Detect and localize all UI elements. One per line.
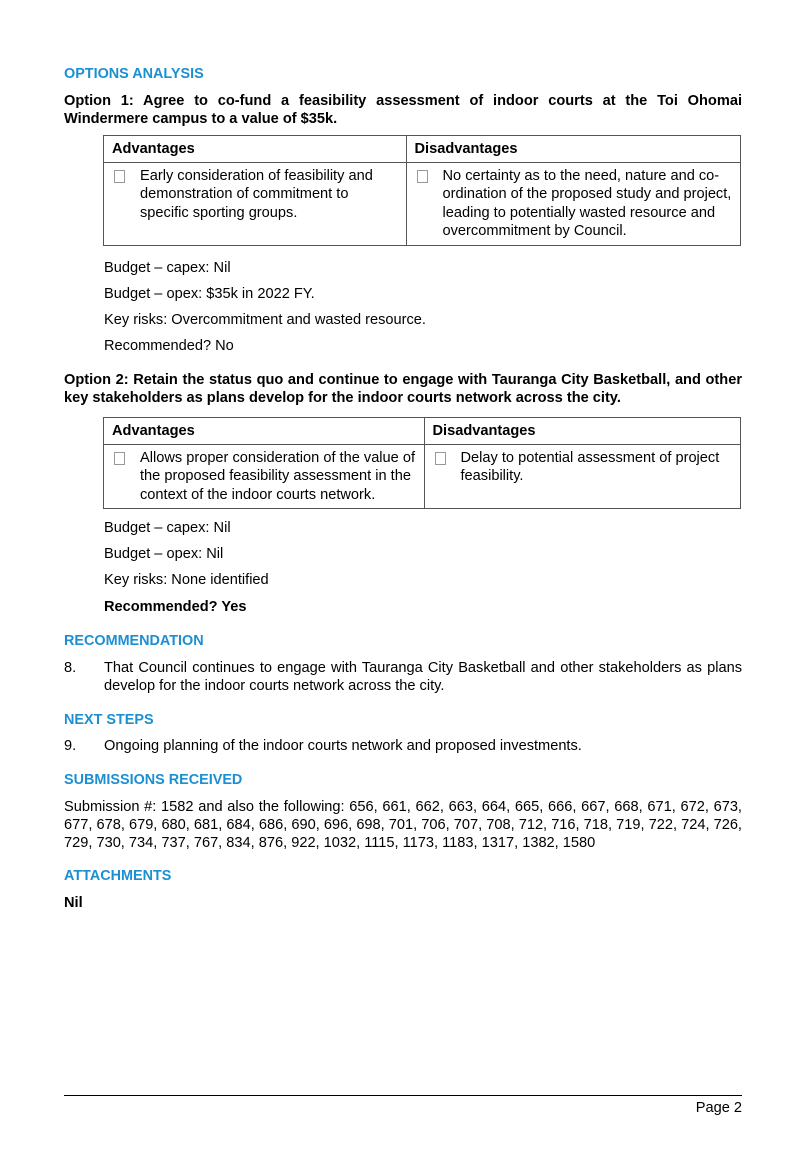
option1-table-header-row: [104, 136, 741, 163]
option1-budget-opex: Budget – opex: $35k in 2022 FY.: [104, 286, 315, 302]
recommendation-number: 8.: [64, 660, 77, 676]
option1-title: Option 1: Agree to co-fund a feasibility assessment of indoor courts at the Toi Ohomai Windermere campus to a value of $35k.: [64, 93, 742, 127]
option2-table-row: [104, 444, 741, 509]
option2-table-header-row: [104, 418, 741, 445]
option1-key-risks: Key risks: Overcommitment and wasted resource.: [104, 312, 426, 328]
option1-budget-capex: Budget – capex: Nil: [104, 260, 231, 276]
option2-disadvantage-text: Delay to potential assessment of project feasibility.: [460, 449, 720, 484]
next-steps-heading: NEXT STEPS: [64, 712, 154, 728]
option2-key-risks: Key risks: None identified: [104, 572, 269, 588]
bullet-box-icon: [114, 170, 125, 183]
option1-advantages-header: Advantages: [104, 136, 407, 163]
next-steps-text: Ongoing planning of the indoor courts network and proposed investments.: [104, 738, 582, 754]
option2-advantages-header: Advantages: [104, 418, 425, 445]
recommendation-text: That Council continues to engage with Tauranga City Basketball and other stakeholders as plans develop for the indoor courts network across the city.: [104, 660, 742, 694]
option2-disadvantages-cell: [424, 444, 741, 509]
option1-table: [103, 135, 741, 246]
option1-table-row: [104, 162, 741, 245]
option1-disadvantages-header: Disadvantages: [406, 136, 740, 163]
option1-disadvantage-text: No certainty as to the need, nature and co-ordination of the proposed study and project, leading to potentially wasted resource and overcommitment by Council.: [442, 167, 732, 239]
page-number: Page 2: [695, 1100, 742, 1116]
option2-recommended: Recommended? Yes: [104, 599, 247, 615]
option2-budget-opex: Budget – opex: Nil: [104, 546, 224, 562]
recommendation-heading: RECOMMENDATION: [64, 633, 204, 649]
option1-advantage-text: Early consideration of feasibility and demonstration of commitment to specific sporting groups.: [140, 167, 373, 221]
option1-disadvantages-cell: [406, 162, 740, 245]
option2-advantages-cell: [104, 444, 425, 509]
next-steps-number: 9.: [64, 738, 77, 754]
bullet-box-icon: [114, 452, 125, 465]
option2-advantage-text: Allows proper consideration of the value of the proposed feasibility assessment in the context of the indoor courts network.: [140, 449, 416, 503]
option2-title: Option 2: Retain the status quo and continue to engage with Tauranga City Basketball, and other key stakeholders as plans develop for the indoor courts network across the city.: [64, 372, 742, 406]
option2-budget-capex: Budget – capex: Nil: [104, 520, 231, 536]
submissions-heading: SUBMISSIONS RECEIVED: [64, 772, 243, 788]
bullet-box-icon: [417, 170, 428, 183]
option2-table: [103, 417, 741, 509]
footer-divider: [64, 1095, 742, 1096]
bullet-box-icon: [435, 452, 446, 465]
option1-advantages-cell: [104, 162, 407, 245]
submissions-text: Submission #: 1582 and also the following: 656, 661, 662, 663, 664, 665, 666, 667, 668, 671, 672, 673, 677, 678, 679, 680, 681, 684, 686, 690, 696, 698, 701, 706, 707, 708, 712, 716, 718, 719, 722, 724, 726, 729, 730, 734, 737, 767, 834, 876, 922, 1032, 1115, 1173, 1183, 1317, 1382, 1580: [64, 799, 742, 851]
attachments-heading: ATTACHMENTS: [64, 868, 172, 884]
options-analysis-heading: OPTIONS ANALYSIS: [64, 66, 204, 82]
attachments-text: Nil: [64, 895, 83, 911]
option1-recommended: Recommended? No: [104, 338, 234, 354]
option2-disadvantages-header: Disadvantages: [424, 418, 741, 445]
